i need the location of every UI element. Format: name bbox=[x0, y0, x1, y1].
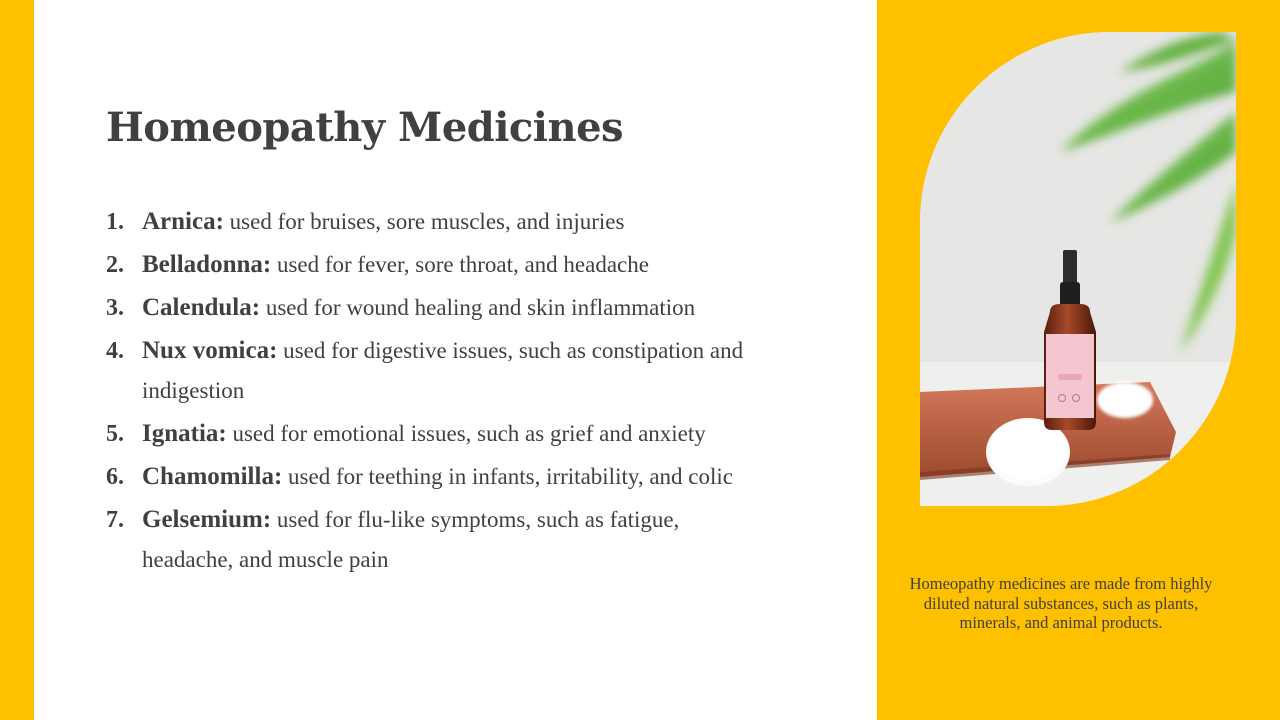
spray-bottle-photo bbox=[920, 32, 1236, 506]
list-item bbox=[106, 331, 756, 411]
medicine-name: Belladonna: bbox=[142, 251, 272, 278]
medicine-name: Chamomilla: bbox=[142, 463, 283, 490]
item-number: 6. bbox=[106, 464, 124, 490]
list-item bbox=[106, 500, 756, 580]
item-number: 7. bbox=[106, 507, 124, 533]
medicine-description: used for wound healing and skin inflammation bbox=[260, 295, 696, 320]
list-item bbox=[106, 457, 756, 497]
left-accent-strip bbox=[0, 0, 34, 720]
medicine-name: Nux vomica: bbox=[142, 337, 278, 364]
medicine-name: Arnica: bbox=[142, 208, 224, 235]
list-item bbox=[106, 202, 756, 242]
medicine-name: Gelsemium: bbox=[142, 506, 272, 533]
photo-illustration bbox=[920, 32, 1236, 506]
item-number: 4. bbox=[106, 338, 124, 364]
medicine-description: used for digestive issues, such as constipation and indigestion bbox=[142, 338, 744, 403]
photo-caption: Homeopathy medicines are made from highly diluted natural substances, such as plants, minerals, and animal products. bbox=[909, 574, 1213, 632]
medicine-description: used for teething in infants, irritability, and colic bbox=[282, 464, 734, 489]
list-item bbox=[106, 414, 756, 454]
medicine-name: Calendula: bbox=[142, 294, 261, 321]
medicine-description: used for bruises, sore muscles, and injuries bbox=[223, 209, 625, 234]
medicine-description: used for emotional issues, such as grief and anxiety bbox=[226, 421, 706, 446]
medicine-description: used for flu-like symptoms, such as fatigue, headache, and muscle pain bbox=[142, 507, 680, 572]
list-item bbox=[106, 245, 756, 285]
item-number: 2. bbox=[106, 252, 124, 278]
item-number: 5. bbox=[106, 421, 124, 447]
list-item bbox=[106, 288, 756, 328]
item-number: 3. bbox=[106, 295, 124, 321]
slide-title: Homeopathy Medicines bbox=[106, 104, 624, 151]
medicine-list bbox=[106, 202, 756, 583]
medicine-description: used for fever, sore throat, and headache bbox=[271, 252, 649, 277]
medicine-name: Ignatia: bbox=[142, 420, 227, 447]
item-number: 1. bbox=[106, 209, 124, 235]
